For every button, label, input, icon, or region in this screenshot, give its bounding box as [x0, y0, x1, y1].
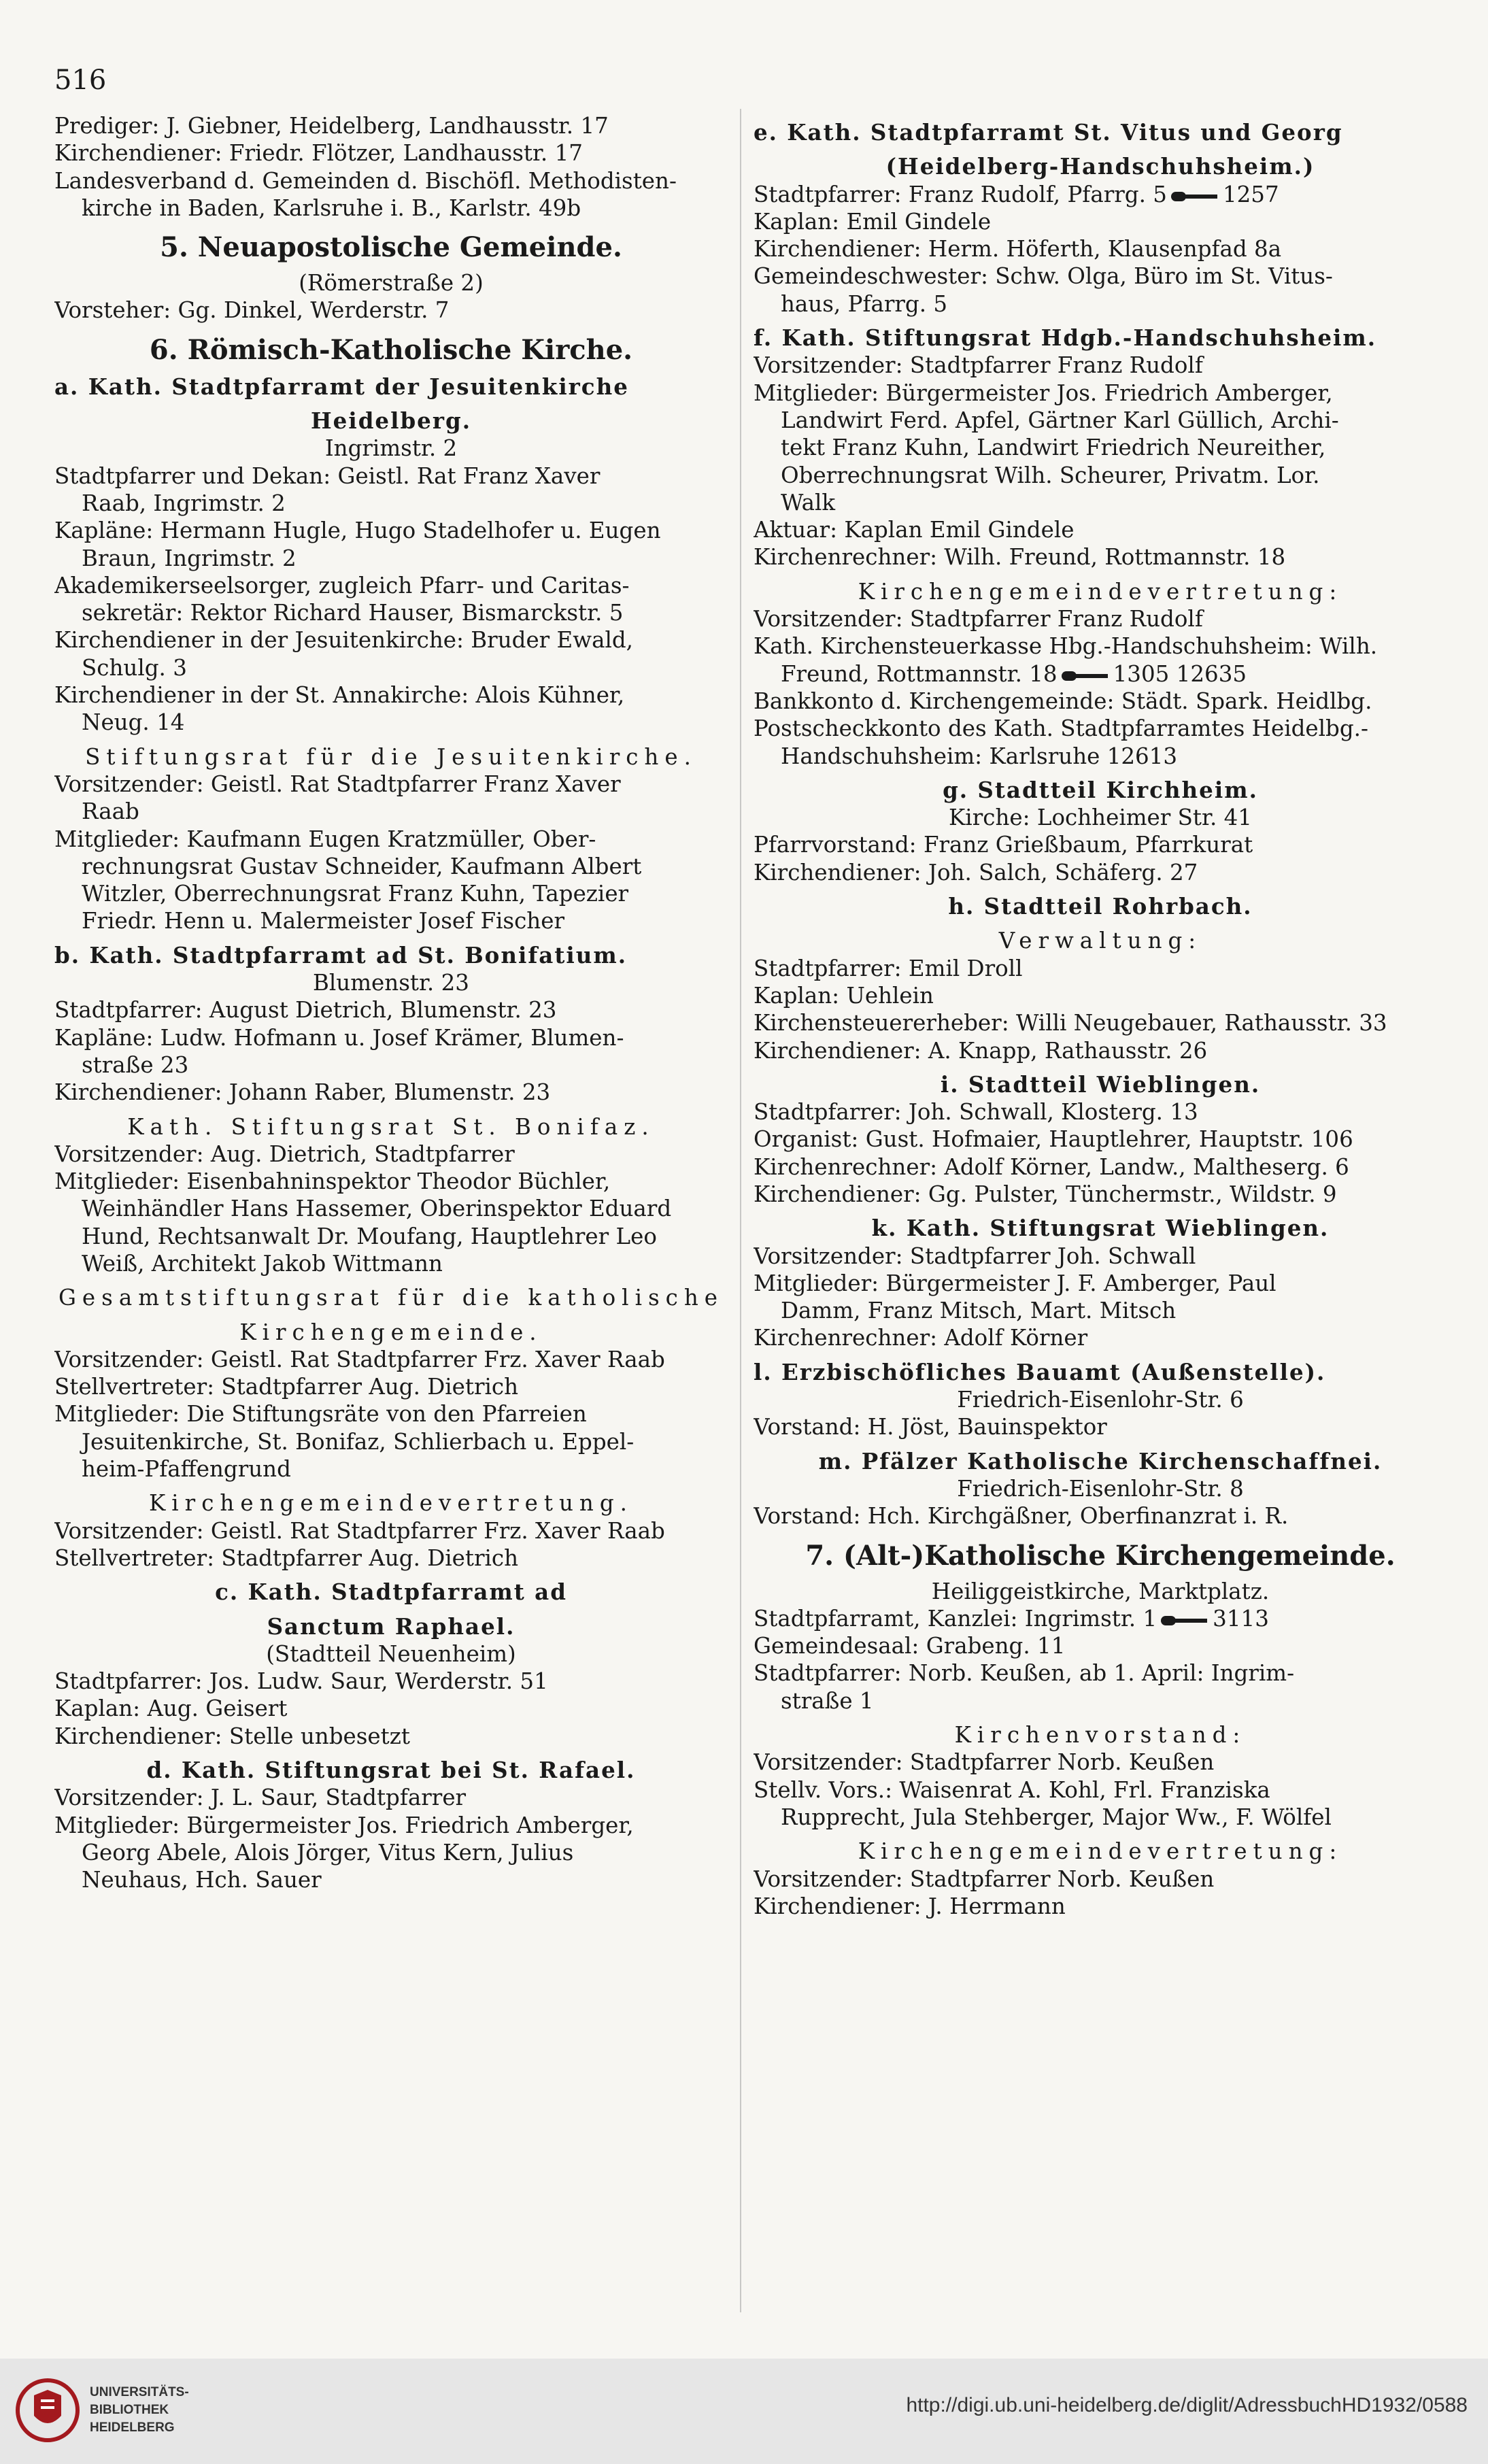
line-text: Kirchengemeindevertretung.: [149, 1490, 633, 1517]
line-text: Rupprecht, Jula Stehberger, Major Ww., F. Wölfel: [781, 1804, 1332, 1830]
left-column: [54, 112, 728, 1894]
line-text: Vorsitzender: Stadtpfarrer Joh. Schwall: [754, 1243, 1196, 1269]
source-url[interactable]: http://digi.ub.uni-heidelberg.de/diglit/AdressbuchHD1932/0588: [906, 2394, 1468, 2416]
text-line: [754, 352, 1447, 379]
line-text: Kirchensteuererheber: Willi Neugebauer, Rathausstr. 33: [754, 1010, 1387, 1036]
line-text: Weinhändler Hans Hassemer, Oberinspektor Eduard: [82, 1196, 672, 1222]
text-line: [754, 1126, 1447, 1153]
text-line: [54, 1517, 728, 1545]
line-text: Bankkonto d. Kirchengemeinde: Städt. Spark. Heidlbg.: [754, 688, 1372, 714]
text-line: [54, 1695, 728, 1722]
right-column: [754, 112, 1447, 1920]
line-text: rechnungsrat Gustav Schneider, Kaufmann Albert: [82, 853, 642, 879]
line-text: Kirchendiener in der St. Annakirche: Alois Kühner,: [54, 682, 625, 709]
text-line: [754, 235, 1447, 263]
text-line: [754, 605, 1447, 632]
spaced-heading: [54, 1284, 728, 1311]
text-line: [54, 572, 728, 599]
text-line: [754, 743, 1447, 770]
line-text: i. Stadtteil Wieblingen.: [940, 1070, 1261, 1098]
line-text: Mitglieder: Bürgermeister Jos. Friedrich Amberger,: [54, 1812, 634, 1838]
centered-line: [754, 1578, 1447, 1605]
line-text: Kirchendiener: Herm. Höferth, Klausenpfad 8a: [754, 236, 1282, 263]
column-divider: [740, 109, 741, 2312]
account-number: 12635: [1176, 660, 1247, 687]
logo-line-1: UNIVERSITÄTS-: [90, 2385, 189, 2399]
line-text: Heiliggeistkirche, Marktplatz.: [931, 1578, 1270, 1604]
line-text: Kirchendiener: Joh. Salch, Schäferg. 27: [754, 859, 1198, 885]
line-text: Raab, Ingrimstr. 2: [82, 490, 286, 516]
text-line: [54, 709, 728, 736]
text-line: [54, 297, 728, 324]
logo-line-2: BIBLIOTHEK: [90, 2403, 169, 2417]
text-line: [754, 831, 1447, 858]
text-line: [754, 1866, 1447, 1893]
text-line: [54, 798, 728, 825]
line-text: Schulg. 3: [82, 654, 187, 681]
text-line: [754, 543, 1447, 571]
text-line: [54, 1400, 728, 1428]
subsection-heading: [754, 324, 1447, 352]
line-text: Kaplan: Emil Gindele: [754, 208, 992, 235]
line-text: Akademikerseelsorger, zugleich Pfarr- und Caritas-: [54, 572, 630, 598]
line-text: Stadtpfarrer: Joh. Schwall, Klosterg. 13: [754, 1099, 1198, 1126]
telephone-icon: [1062, 669, 1109, 682]
line-text: Jesuitenkirche, St. Bonifaz, Schlierbach u. Eppel-: [82, 1428, 635, 1455]
line-text: Stadtpfarrer: Jos. Ludw. Saur, Werderstr. 51: [54, 1668, 548, 1695]
text-line: [754, 1037, 1447, 1064]
line-text: e. Kath. Stadtpfarramt St. Vitus und Georg: [754, 119, 1343, 146]
text-line: [54, 853, 728, 880]
line-text: Stadtpfarramt, Kanzlei: Ingrimstr. 1: [754, 1605, 1157, 1632]
seal-icon: [15, 2375, 83, 2446]
line-text: Vorsitzender: J. L. Saur, Stadtpfarrer: [54, 1785, 467, 1811]
text-line: [54, 1373, 728, 1400]
line-text: haus, Pfarrg. 5: [781, 290, 948, 317]
line-text: (Stadtteil Neuenheim): [266, 1640, 516, 1667]
line-text: Gemeindesaal: Grabeng. 11: [754, 1633, 1066, 1659]
text-line: [54, 1024, 728, 1051]
line-text: Vorstand: H. Jöst, Bauinspektor: [754, 1414, 1107, 1440]
text-line: [54, 880, 728, 907]
line-text: Aktuar: Kaplan Emil Gindele: [754, 517, 1075, 543]
line-text: Kapläne: Hermann Hugle, Hugo Stadelhofer u. Eugen: [54, 518, 661, 544]
text-line: [754, 1153, 1447, 1181]
line-text: Mitglieder: Eisenbahninspektor Theodor Büchler,: [54, 1168, 611, 1195]
centered-line: [54, 435, 728, 462]
separator: [1169, 661, 1176, 687]
centered-line: [54, 269, 728, 297]
line-text: Pfarrvorstand: Franz Grießbaum, Pfarrkurat: [754, 832, 1253, 858]
subsection-heading: [54, 1579, 728, 1606]
line-text: Organist: Gust. Hofmaier, Hauptlehrer, Hauptstr. 106: [754, 1126, 1353, 1153]
line-text: Verwaltung:: [998, 928, 1202, 954]
line-text: Vorstand: Hch. Kirchgäßner, Oberfinanzrat i. R.: [754, 1503, 1289, 1530]
text-line: [754, 1632, 1447, 1659]
line-text: Kirchendiener: Johann Raber, Blumenstr. 23: [54, 1079, 551, 1106]
line-text: Kirchendiener: Stelle unbesetzt: [54, 1723, 410, 1749]
subsection-heading: [54, 1757, 728, 1784]
text-line: [54, 1812, 728, 1839]
text-line: [754, 715, 1447, 742]
line-text: Kirchendiener: Gg. Pulster, Tünchermstr., Wildstr. 9: [754, 1181, 1337, 1207]
line-text: Landwirt Ferd. Apfel, Gärtner Karl Güllich, Archi-: [781, 407, 1339, 433]
line-text: Kirchengemeinde.: [239, 1319, 543, 1345]
line-text: Handschuhsheim: Karlsruhe 12613: [781, 743, 1178, 769]
text-line: [54, 1545, 728, 1572]
text-line: [754, 379, 1447, 407]
text-line: [754, 1324, 1447, 1351]
text-line: [754, 1893, 1447, 1920]
text-line: [54, 490, 728, 517]
line-text: Vorsitzender: Stadtpfarrer Norb. Keußen: [754, 1749, 1215, 1776]
text-line: [754, 1605, 1447, 1632]
spaced-heading: [54, 1489, 728, 1517]
line-text: b. Kath. Stadtpfarramt ad St. Bonifatium.: [54, 941, 628, 968]
text-line: [754, 1659, 1447, 1687]
subsection-heading: [754, 1448, 1447, 1475]
line-text: 5. Neuapostolische Gemeinde.: [160, 231, 622, 264]
line-text: Stadtpfarrer und Dekan: Geistl. Rat Franz Xaver: [54, 462, 601, 489]
line-text: Stellvertreter: Stadtpfarrer Aug. Dietrich: [54, 1545, 519, 1571]
text-line: [754, 1098, 1447, 1126]
subsection-heading: [54, 373, 728, 401]
line-text: h. Stadtteil Rohrbach.: [948, 893, 1253, 920]
line-text: Stadtpfarrer: Franz Rudolf, Pfarrg. 5: [754, 181, 1167, 207]
page-number: 516: [54, 65, 107, 96]
line-text: Sanctum Raphael.: [267, 1613, 515, 1640]
text-line: [54, 907, 728, 934]
spaced-heading: [754, 578, 1447, 605]
line-text: Vorsitzender: Stadtpfarrer Franz Rudolf: [754, 606, 1203, 632]
line-text: Hund, Rechtsanwalt Dr. Moufang, Hauptlehrer Leo: [82, 1223, 657, 1249]
line-text: Friedr. Henn u. Malermeister Josef Fischer: [82, 908, 565, 934]
line-text: Gemeindeschwester: Schw. Olga, Büro im St. Vitus-: [754, 263, 1333, 290]
subsection-heading: [754, 153, 1447, 180]
text-line: [54, 1723, 728, 1750]
line-text: Stellv. Vors.: Waisenrat A. Kohl, Frl. Franziska: [754, 1776, 1270, 1803]
centered-line: [754, 1475, 1447, 1502]
text-line: [54, 1223, 728, 1250]
line-text: Vorsitzender: Stadtpfarrer Norb. Keußen: [754, 1866, 1215, 1892]
section-heading: [54, 334, 728, 367]
line-text: g. Stadtteil Kirchheim.: [943, 776, 1258, 803]
section-heading: [54, 231, 728, 264]
line-text: Gesamtstiftungsrat für die katholische: [58, 1285, 724, 1311]
text-line: [754, 955, 1447, 982]
line-text: Blumenstr. 23: [313, 970, 469, 996]
line-text: Postscheckkonto des Kath. Stadtpfarramtes Heidelbg.-: [754, 715, 1368, 742]
line-text: Vorsitzender: Stadtpfarrer Franz Rudolf: [754, 352, 1203, 379]
telephone-icon: [1171, 189, 1219, 203]
subsection-heading: [754, 777, 1447, 804]
line-text: Kirche: Lochheimer Str. 41: [949, 805, 1252, 831]
line-text: Kaplan: Uehlein: [754, 982, 934, 1009]
text-line: [754, 434, 1447, 461]
line-text: Mitglieder: Die Stiftungsräte von den Pfarreien: [54, 1401, 587, 1428]
line-text: Braun, Ingrimstr. 2: [82, 545, 297, 571]
subsection-heading: [754, 893, 1447, 920]
text-line: [754, 1009, 1447, 1036]
spaced-heading: [754, 1721, 1447, 1749]
line-text: Vorsteher: Gg. Dinkel, Werderstr. 7: [54, 297, 450, 324]
text-line: [754, 1181, 1447, 1208]
line-text: Vorsitzender: Geistl. Rat Stadtpfarrer Frz. Xaver Raab: [54, 1346, 665, 1372]
line-text: Friedrich-Eisenlohr-Str. 6: [957, 1387, 1244, 1413]
section-heading: [754, 1540, 1447, 1572]
line-text: f. Kath. Stiftungsrat Hdgb.-Handschuhsheim.: [754, 324, 1377, 352]
text-line: [54, 545, 728, 572]
telephone-icon: [1161, 1613, 1208, 1627]
line-text: Prediger: J. Giebner, Heidelberg, Landhausstr. 17: [54, 113, 609, 139]
subsection-heading: [754, 1215, 1447, 1242]
line-text: Kath. Stiftungsrat St. Bonifaz.: [127, 1113, 655, 1140]
subsection-heading: [54, 942, 728, 969]
phone-number: 1257: [1222, 181, 1279, 207]
text-line: [754, 1243, 1447, 1270]
line-text: Kirchendiener: Friedr. Flötzer, Landhausstr. 17: [54, 140, 583, 167]
line-text: Kirchendiener in der Jesuitenkirche: Bruder Ewald,: [54, 627, 633, 654]
logo-line-3: HEIDELBERG: [90, 2420, 175, 2435]
line-text: Ingrimstr. 2: [324, 435, 458, 462]
line-text: Stiftungsrat für die Jesuitenkirche.: [85, 743, 697, 770]
line-text: Mitglieder: Kaufmann Eugen Kratzmüller, Ober-: [54, 826, 596, 852]
line-text: Friedrich-Eisenlohr-Str. 8: [957, 1475, 1244, 1502]
text-line: [54, 517, 728, 544]
text-line: [754, 1804, 1447, 1831]
text-line: [754, 688, 1447, 715]
line-text: kirche in Baden, Karlsruhe i. B., Karlstr. 49b: [82, 195, 581, 221]
text-line: [54, 112, 728, 139]
line-text: Neuhaus, Hch. Sauer: [82, 1867, 322, 1893]
line-text: Stadtpfarrer: August Dietrich, Blumenstr. 23: [54, 997, 557, 1024]
text-line: [54, 167, 728, 195]
line-text: Stellvertreter: Stadtpfarrer Aug. Dietrich: [54, 1374, 519, 1400]
text-line: [54, 771, 728, 798]
text-line: [54, 1455, 728, 1483]
line-text: Mitglieder: Bürgermeister Jos. Friedrich Amberger,: [754, 379, 1333, 406]
text-line: [54, 1250, 728, 1277]
subsection-heading: [54, 407, 728, 435]
line-text: Vorsitzender: Geistl. Rat Stadtpfarrer Frz. Xaver Raab: [54, 1517, 665, 1544]
text-line: [54, 1428, 728, 1455]
line-text: Landesverband d. Gemeinden d. Bischöfl. Methodisten-: [54, 167, 677, 194]
line-text: straße 1: [781, 1687, 874, 1714]
line-text: a. Kath. Stadtpfarramt der Jesuitenkirche: [54, 373, 629, 400]
line-text: Kirchengemeindevertretung:: [858, 578, 1343, 605]
text-line: [54, 1346, 728, 1373]
centered-line: [754, 1386, 1447, 1413]
spaced-heading: [754, 1838, 1447, 1865]
line-text: Kirchenvorstand:: [954, 1722, 1247, 1749]
text-line: [54, 599, 728, 626]
text-line: [754, 1687, 1447, 1715]
text-line: [54, 139, 728, 167]
line-text: Witzler, Oberrechnungsrat Franz Kuhn, Tapezier: [82, 881, 629, 907]
text-line: [754, 290, 1447, 318]
line-text: Oberrechnungsrat Wilh. Scheurer, Privatm. Lor.: [781, 462, 1320, 488]
line-text: (Römerstraße 2): [299, 270, 484, 297]
centered-line: [54, 1640, 728, 1668]
text-line: [754, 407, 1447, 434]
centered-line: [754, 804, 1447, 831]
subsection-heading: [754, 1359, 1447, 1386]
line-text: Weiß, Architekt Jakob Wittmann: [82, 1250, 443, 1277]
text-line: [54, 1668, 728, 1695]
line-text: Kirchendiener: A. Knapp, Rathausstr. 26: [754, 1037, 1208, 1064]
text-line: [754, 1297, 1447, 1324]
line-text: straße 23: [82, 1051, 189, 1078]
text-line: [54, 626, 728, 654]
centered-line: [54, 969, 728, 996]
text-line: [54, 195, 728, 222]
line-text: k. Kath. Stiftungsrat Wieblingen.: [871, 1215, 1330, 1242]
text-line: [54, 654, 728, 681]
line-text: Kaplan: Aug. Geisert: [54, 1695, 288, 1722]
line-text: Freund, Rottmannstr. 18: [781, 660, 1058, 687]
text-line: [754, 181, 1447, 208]
text-line: [54, 1866, 728, 1893]
text-line: [754, 1270, 1447, 1297]
line-text: tekt Franz Kuhn, Landwirt Friedrich Neureither,: [781, 435, 1326, 461]
text-line: [54, 1839, 728, 1866]
line-text: 7. (Alt-)Katholische Kirchengemeinde.: [805, 1539, 1396, 1572]
text-line: [54, 681, 728, 709]
phone-number: 3113: [1213, 1605, 1269, 1632]
subsection-heading: [54, 1613, 728, 1640]
subsection-heading: [754, 119, 1447, 146]
text-line: [754, 516, 1447, 543]
text-line: [754, 1502, 1447, 1530]
text-line: [754, 859, 1447, 886]
phone-number: 1305: [1113, 660, 1170, 687]
text-line: [54, 1079, 728, 1106]
line-text: Heidelberg.: [310, 407, 472, 435]
text-line: [54, 1141, 728, 1168]
spaced-heading: [54, 743, 728, 771]
text-line: [54, 462, 728, 490]
text-line: [54, 1168, 728, 1195]
line-text: Stadtpfarrer: Norb. Keußen, ab 1. April: Ingrim-: [754, 1660, 1295, 1687]
line-text: heim-Pfaffengrund: [82, 1456, 291, 1483]
line-text: (Heidelberg-Handschuhsheim.): [885, 153, 1315, 180]
line-text: Georg Abele, Alois Jörger, Vitus Kern, Julius: [82, 1839, 574, 1866]
line-text: l. Erzbischöfliches Bauamt (Außenstelle).: [754, 1358, 1326, 1385]
text-line: [754, 982, 1447, 1009]
text-line: [54, 1784, 728, 1811]
text-line: [54, 826, 728, 853]
library-logo[interactable]: [15, 2375, 192, 2450]
text-line: [54, 1051, 728, 1079]
line-text: Mitglieder: Bürgermeister J. F. Amberger, Paul: [754, 1270, 1276, 1296]
line-text: Kirchengemeindevertretung:: [858, 1838, 1343, 1865]
line-text: Neug. 14: [82, 709, 185, 736]
text-line: [754, 660, 1447, 688]
text-line: [754, 462, 1447, 489]
line-text: sekretär: Rektor Richard Hauser, Bismarckstr. 5: [82, 600, 624, 626]
text-line: [754, 1749, 1447, 1776]
text-line: [754, 263, 1447, 290]
spaced-heading: [54, 1319, 728, 1346]
line-text: c. Kath. Stadtpfarramt ad: [215, 1579, 567, 1606]
line-text: Kath. Kirchensteuerkasse Hbg.-Handschuhsheim: Wilh.: [754, 633, 1378, 660]
text-line: [754, 208, 1447, 235]
line-text: Stadtpfarrer: Emil Droll: [754, 955, 1023, 981]
line-text: Damm, Franz Mitsch, Mart. Mitsch: [781, 1298, 1177, 1324]
line-text: 6. Römisch-Katholische Kirche.: [149, 333, 633, 366]
text-line: [754, 1413, 1447, 1440]
text-line: [754, 489, 1447, 516]
spaced-heading: [754, 927, 1447, 954]
text-line: [754, 1776, 1447, 1804]
line-text: Kirchenrechner: Wilh. Freund, Rottmannstr. 18: [754, 544, 1286, 571]
text-line: [54, 996, 728, 1024]
line-text: m. Pfälzer Katholische Kirchenschaffnei.: [818, 1447, 1383, 1474]
line-text: Walk: [781, 489, 836, 516]
line-text: Kirchendiener: J. Herrmann: [754, 1893, 1066, 1919]
subsection-heading: [754, 1071, 1447, 1098]
line-text: d. Kath. Stiftungsrat bei St. Rafael.: [146, 1757, 636, 1784]
text-line: [754, 632, 1447, 660]
line-text: Raab: [82, 798, 139, 825]
line-text: Vorsitzender: Aug. Dietrich, Stadtpfarrer: [54, 1141, 515, 1167]
line-text: Kirchenrechner: Adolf Körner, Landw., Maltheserg. 6: [754, 1153, 1349, 1180]
line-text: Kirchenrechner: Adolf Körner: [754, 1325, 1088, 1351]
text-line: [54, 1195, 728, 1222]
spaced-heading: [54, 1113, 728, 1141]
line-text: Vorsitzender: Geistl. Rat Stadtpfarrer Franz Xaver: [54, 771, 621, 797]
line-text: Kapläne: Ludw. Hofmann u. Josef Krämer, Blumen-: [54, 1024, 624, 1051]
